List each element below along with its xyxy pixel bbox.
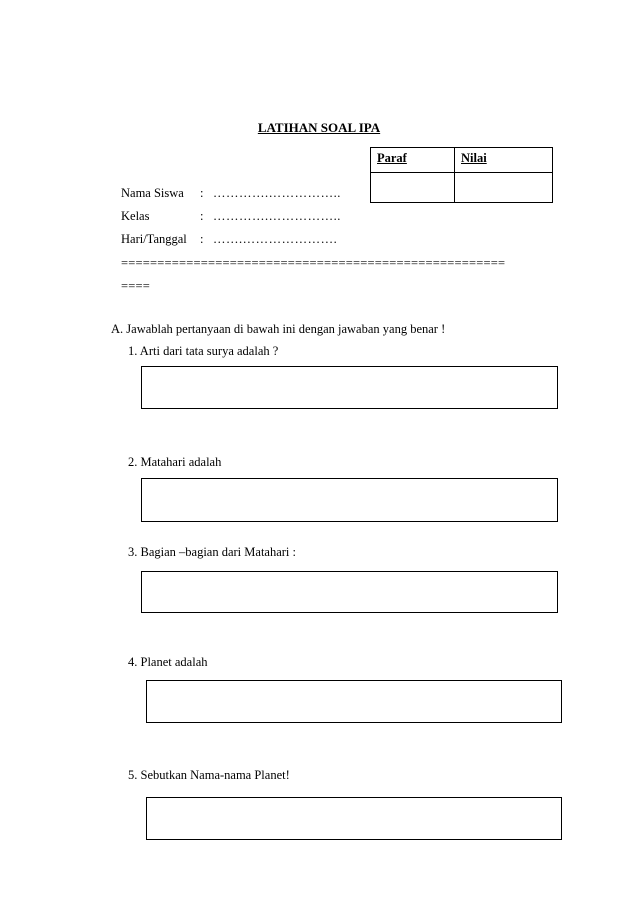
- separator-line-continued: ====: [121, 279, 150, 293]
- name-label: Nama Siswa: [121, 186, 184, 200]
- name-field[interactable]: ………….……………..: [213, 186, 341, 200]
- nilai-header: Nilai: [455, 148, 553, 173]
- page-title: LATIHAN SOAL IPA: [257, 120, 381, 135]
- question-2: 2. Matahari adalah: [128, 455, 222, 469]
- name-colon: :: [200, 186, 204, 200]
- date-colon: :: [200, 232, 204, 246]
- date-field[interactable]: …….………………….: [213, 232, 338, 246]
- paraf-cell[interactable]: [371, 173, 455, 203]
- class-label: Kelas: [121, 209, 150, 223]
- section-instruction: A. Jawablah pertanyaan di bawah ini dengan jawaban yang benar !: [111, 322, 446, 336]
- class-field[interactable]: ………….……………..: [213, 209, 341, 223]
- separator-line: =====================================================: [121, 256, 506, 270]
- date-label: Hari/Tanggal: [121, 232, 187, 246]
- answer-box-5[interactable]: [146, 797, 562, 840]
- question-3: 3. Bagian –bagian dari Matahari :: [128, 545, 296, 559]
- answer-box-1[interactable]: [141, 366, 558, 409]
- paraf-header: Paraf: [371, 148, 455, 173]
- score-table: [370, 147, 553, 203]
- answer-box-2[interactable]: [141, 478, 558, 522]
- question-1: 1. Arti dari tata surya adalah ?: [128, 344, 279, 358]
- class-colon: :: [200, 209, 204, 223]
- question-4: 4. Planet adalah: [128, 655, 208, 669]
- answer-box-3[interactable]: [141, 571, 558, 613]
- question-5: 5. Sebutkan Nama-nama Planet!: [128, 768, 290, 782]
- answer-box-4[interactable]: [146, 680, 562, 723]
- nilai-cell[interactable]: [455, 173, 553, 203]
